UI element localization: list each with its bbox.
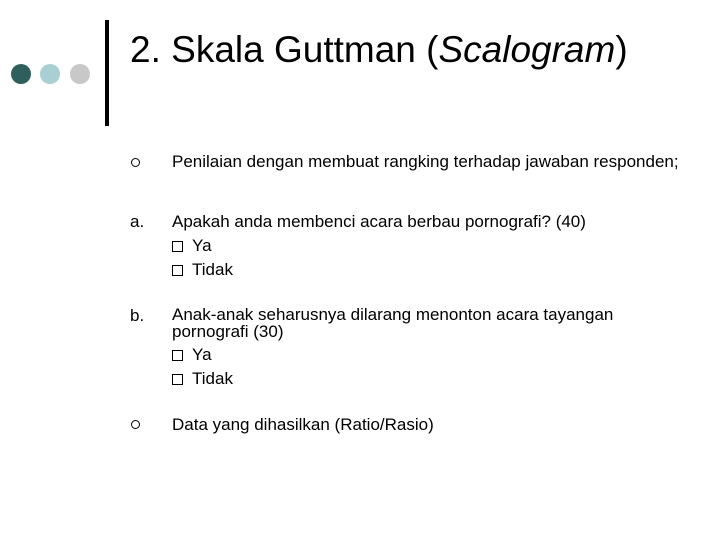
option-tidak	[172, 369, 687, 388]
item-marker: a.	[130, 212, 145, 231]
slide-title	[130, 28, 628, 72]
title-close-paren: )	[615, 29, 628, 70]
option-label: Tidak	[192, 260, 233, 279]
option-label: Tidak	[192, 369, 233, 388]
question-text: Anak-anak seharusnya dilarang menonton acara tayangan pornografi (30)	[172, 305, 614, 341]
bullet-text: Penilaian dengan membuat rangking terhadap jawaban responden;	[172, 152, 679, 171]
bullet-text: Data yang dihasilkan (Ratio/Rasio)	[172, 415, 434, 434]
ring-bullet-icon	[131, 420, 140, 429]
question-block	[172, 212, 687, 279]
option-label: Ya	[192, 236, 212, 255]
option-ya	[172, 345, 687, 364]
dark-teal-dot	[11, 64, 31, 84]
title-text: 2. Skala Guttman (	[130, 29, 439, 70]
option-tidak	[172, 260, 687, 279]
ring-bullet-icon	[131, 158, 140, 167]
question-text: Apakah anda membenci acara berbau pornografi? (40)	[172, 212, 586, 231]
checkbox-square-icon	[172, 241, 183, 252]
title-divider-line	[105, 20, 109, 126]
question-block	[172, 306, 687, 388]
gray-dot	[70, 64, 90, 84]
title-italic-text: Scalogram	[438, 29, 616, 70]
checkbox-square-icon	[172, 265, 183, 276]
option-ya	[172, 236, 687, 255]
checkbox-square-icon	[172, 350, 183, 361]
light-blue-dot	[40, 64, 60, 84]
checkbox-square-icon	[172, 374, 183, 385]
item-marker: b.	[130, 306, 145, 325]
decorative-dots	[0, 0, 100, 100]
option-label: Ya	[192, 345, 212, 364]
